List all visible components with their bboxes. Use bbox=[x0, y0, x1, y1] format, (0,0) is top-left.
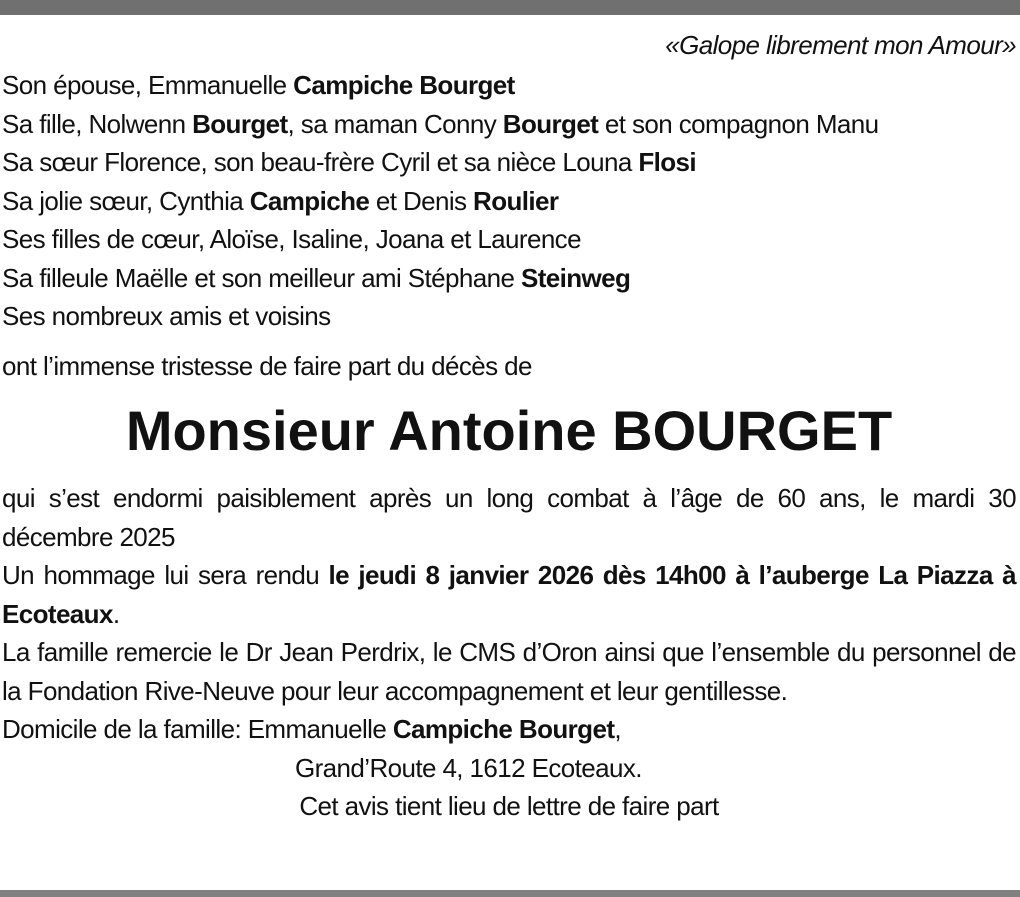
mourner-line bbox=[2, 66, 1016, 105]
announcement: ont l’immense tristesse de faire part du décès de bbox=[2, 350, 532, 381]
epigraph: «Galope librement mon Amour» bbox=[665, 30, 1016, 60]
mourner-text: Ses filles de cœur, Aloïse, Isaline, Joana et Laurence bbox=[2, 224, 581, 254]
mourner-surname: Bourget bbox=[192, 108, 288, 139]
mourner-surname: Flosi bbox=[638, 147, 697, 177]
mourner-line bbox=[2, 143, 1016, 182]
bottom-rule bbox=[0, 890, 1020, 897]
mourner-line bbox=[2, 105, 1016, 144]
mourner-text: Sa jolie sœur, Cynthia bbox=[2, 185, 250, 216]
mourner-surname: Campiche bbox=[249, 185, 370, 216]
mourner-text: et son compagnon Manu bbox=[598, 108, 879, 139]
top-rule bbox=[0, 0, 1020, 15]
domicile-line bbox=[2, 710, 1016, 749]
mourner-text: Ses nombreux amis et voisins bbox=[2, 301, 331, 331]
mourner-text: Sa sœur Florence, son beau-frère Cyril et sa nièce Louna bbox=[2, 147, 639, 177]
death-notice bbox=[2, 26, 1016, 826]
domicile-end: , bbox=[614, 714, 621, 744]
mourner-text: Sa filleule Maëlle et son meilleur ami Stéphane bbox=[2, 262, 521, 293]
tribute-details: le jeudi 8 janvier 2026 dès 14h00 à l’auberge La Piazza à Ecoteaux bbox=[2, 560, 1016, 629]
death-text: qui s’est endormi paisiblement après un long combat à l’âge de 60 ans, le mardi 30 décembre 2025 bbox=[2, 483, 1016, 552]
mourner-text: , sa maman Conny bbox=[287, 108, 503, 139]
deceased-name: Monsieur Antoine BOURGET bbox=[125, 399, 893, 462]
mourner-line bbox=[2, 297, 1016, 336]
mourner-surname: Bourget bbox=[502, 108, 599, 139]
mourner-text: Son épouse, Emmanuelle bbox=[2, 70, 294, 100]
mourner-line bbox=[2, 259, 1016, 298]
closing-note: Cet avis tient lieu de lettre de faire part bbox=[299, 791, 719, 821]
mourner-line bbox=[2, 220, 1016, 259]
domicile-name: Campiche Bourget bbox=[392, 714, 615, 744]
mourner-list bbox=[2, 66, 1016, 336]
mourner-surname: Steinweg bbox=[520, 262, 631, 293]
mourner-text: Sa fille, Nolwenn bbox=[2, 108, 193, 139]
mourner-line bbox=[2, 182, 1016, 221]
thanks-text: La famille remercie le Dr Jean Perdrix, le CMS d’Oron ainsi que l’ensemble du personnel de la Fondation Rive-Neuve pour leur accompagnement et leur gentillesse. bbox=[2, 637, 1016, 706]
tribute-lead: Un hommage lui sera rendu bbox=[2, 560, 329, 590]
mourner-text: et Denis bbox=[369, 185, 474, 216]
tribute-text bbox=[2, 556, 1016, 633]
mourner-surname: Campiche Bourget bbox=[293, 70, 515, 100]
tribute-end: . bbox=[112, 598, 120, 629]
mourner-surname: Roulier bbox=[473, 185, 559, 216]
domicile-lead: Domicile de la famille: Emmanuelle bbox=[2, 714, 393, 744]
domicile-address: Grand’Route 4, 1612 Ecoteaux. bbox=[295, 752, 642, 783]
